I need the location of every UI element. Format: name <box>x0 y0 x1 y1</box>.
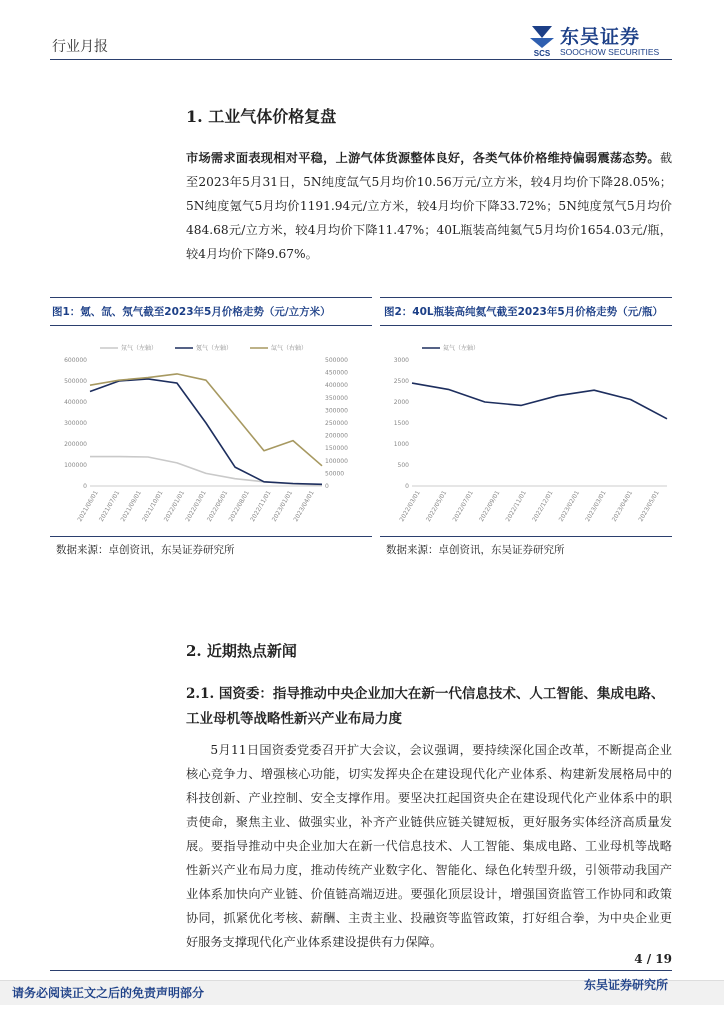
x-tick-label: 2022/07/01 <box>451 489 475 523</box>
y-tick-right: 100000 <box>325 457 348 465</box>
series-line-2 <box>90 374 322 466</box>
section-2-1-title: 2.1. 国资委：指导推动中央企业加大在新一代信息技术、人工智能、集成电路、工业母机等战略性新兴产业布局力度 <box>186 686 665 727</box>
figure-2-title: 图2：40L瓶装高纯氦气截至2023年5月价格走势（元/瓶） <box>384 306 663 318</box>
y-tick-left: 100000 <box>64 462 87 469</box>
logo-en-text: SOOCHOW SECURITIES <box>560 47 660 57</box>
y-tick-right: 500000 <box>325 357 348 364</box>
scs-logo-icon <box>528 24 556 58</box>
y-tick-left: 400000 <box>64 399 87 406</box>
x-tick-label: 2023/04/01 <box>610 489 635 523</box>
x-tick-label: 2021/10/01 <box>141 489 165 523</box>
x-tick-label: 2022/05/01 <box>424 489 449 523</box>
legend-label-2: 氙气（右轴） <box>271 345 308 352</box>
x-tick-label: 2023/03/01 <box>584 489 608 523</box>
y-tick-left: 2500 <box>393 378 409 385</box>
series-line-0 <box>412 383 667 419</box>
figure-1-top-rule <box>50 297 372 298</box>
section-1-lead: 市场需求面表现相对平稳，上游气体货源整体良好，各类气体价格维持偏弱震荡态势。 <box>186 151 660 165</box>
section-2-1-paragraph: 5月11日国资委党委召开扩大会议，会议强调，要持续深化国企改革，不断提高企业核心竞争力、增强核心功能，切实发挥央企在建设现代化产业体系、构建新发展格局中的科技创新、产业控制、安全支撑作用。要坚决扛起国资央企在建设现代化产业体系中的职责使命，聚焦主业、做强实业，补齐产业链供应链关键短板，更好服务实体经济高质量发展。要指导推动中央企业加大在新一代信息技术、人工智能、集成电路、工业母机等战略性新兴产业布局力度，推动传统产业数字化、智能化、绿色化转型升级，引领带动我国产业体系加快向产业链、价值链高端迈进。要强化顶层设计，增强国资监管工作协同和政策协同，抓紧优化考核、薪酬、主责主业、投融资等监管政策，打好组合拳，为中央企业更好服务支撑现代化产业体系建设提供有力保障。 <box>186 743 672 949</box>
x-tick-label: 2022/12/01 <box>531 489 555 523</box>
series-line-0 <box>90 457 322 485</box>
x-tick-label: 2022/09/01 <box>478 489 502 523</box>
section-1-title: 1. 工业气体价格复盘 <box>186 107 337 126</box>
y-tick-right: 250000 <box>325 420 348 427</box>
x-tick-label: 2022/06/01 <box>205 489 230 523</box>
header-divider <box>50 59 672 60</box>
figure-2-chart <box>382 336 672 528</box>
figure-2-source: 数据来源：卓创资讯，东吴证券研究所 <box>386 544 565 556</box>
y-tick-left: 300000 <box>64 420 87 427</box>
x-tick-label: 2021/06/01 <box>76 489 100 523</box>
logo-cn-text: 东吴证券 <box>560 26 641 48</box>
y-tick-left: 0 <box>83 483 87 490</box>
series-line-1 <box>90 379 322 484</box>
y-tick-right: 300000 <box>325 407 348 415</box>
x-tick-label: 2021/07/01 <box>97 489 122 523</box>
figure-2-rule <box>380 325 672 326</box>
footer-institute: 东吴证券研究所 <box>583 978 668 992</box>
y-tick-right: 450000 <box>325 369 348 377</box>
x-tick-label: 2022/03/01 <box>184 489 208 523</box>
y-tick-left: 500 <box>397 462 409 469</box>
y-tick-right: 350000 <box>325 394 348 402</box>
y-tick-right: 150000 <box>325 445 348 453</box>
figure-1-rule <box>50 325 372 326</box>
page-number: 4 / 19 <box>634 952 672 966</box>
legend-label-1: 氪气（左轴） <box>196 345 233 352</box>
y-tick-right: 50000 <box>325 470 345 478</box>
figure-2-bottom-rule <box>380 536 672 537</box>
y-tick-right: 200000 <box>325 432 348 440</box>
figure-2-top-rule <box>380 297 672 298</box>
x-tick-label: 2021/09/01 <box>119 489 143 523</box>
figure-1-chart <box>52 336 362 528</box>
y-tick-right: 0 <box>325 483 329 490</box>
y-tick-left: 500000 <box>64 378 87 385</box>
figure-1-source: 数据来源：卓创资讯，东吴证券研究所 <box>56 544 235 556</box>
header-doc-type: 行业月报 <box>52 39 108 55</box>
x-tick-label: 2022/08/01 <box>227 489 251 523</box>
logo-mark-text: SCS <box>533 49 551 58</box>
y-tick-left: 1000 <box>393 441 409 448</box>
section-1-paragraph <box>186 146 672 266</box>
y-tick-left: 2000 <box>393 399 409 406</box>
x-tick-label: 2023/04/01 <box>292 489 316 523</box>
x-tick-label: 2022/11/01 <box>249 489 273 523</box>
figure-1-bottom-rule <box>50 536 372 537</box>
footer-divider <box>50 970 672 971</box>
y-tick-left: 3000 <box>393 357 409 364</box>
legend-label-0: 氦气（左轴） <box>443 345 480 352</box>
x-tick-label: 2022/11/01 <box>504 489 528 523</box>
y-tick-left: 1500 <box>393 420 409 427</box>
legend-label-0: 氖气（左轴） <box>121 345 158 352</box>
footer-disclaimer: 请务必阅读正文之后的免责声明部分 <box>12 986 205 1000</box>
x-tick-label: 2022/03/01 <box>398 489 422 523</box>
y-tick-left: 600000 <box>64 357 87 364</box>
y-tick-left: 0 <box>405 483 409 490</box>
figure-1-title: 图1：氪、氙、氖气截至2023年5月价格走势（元/立方米） <box>52 306 331 318</box>
x-tick-label: 2023/01/01 <box>270 489 295 523</box>
company-logo <box>528 22 678 62</box>
y-tick-right: 400000 <box>325 382 348 390</box>
section-1-body: 截至2023年5月31日，5N纯度氙气5月均价10.56万元/立方米，较4月均价下降28.05%；5N纯度氪气5月均价1191.94元/立方米，较4月均价下降33.72%；5N纯度氖气5月均价484.68元/立方米，较4月均价下降11.47%；40L瓶装高纯氦气5月均价1654.03元/瓶，较4月均价下降9.67%。 <box>186 151 672 261</box>
y-tick-left: 200000 <box>64 441 87 448</box>
x-tick-label: 2023/05/01 <box>637 489 661 523</box>
x-tick-label: 2022/01/01 <box>162 489 187 523</box>
section-2-title: 2. 近期热点新闻 <box>186 642 297 660</box>
x-tick-label: 2023/02/01 <box>557 489 582 523</box>
